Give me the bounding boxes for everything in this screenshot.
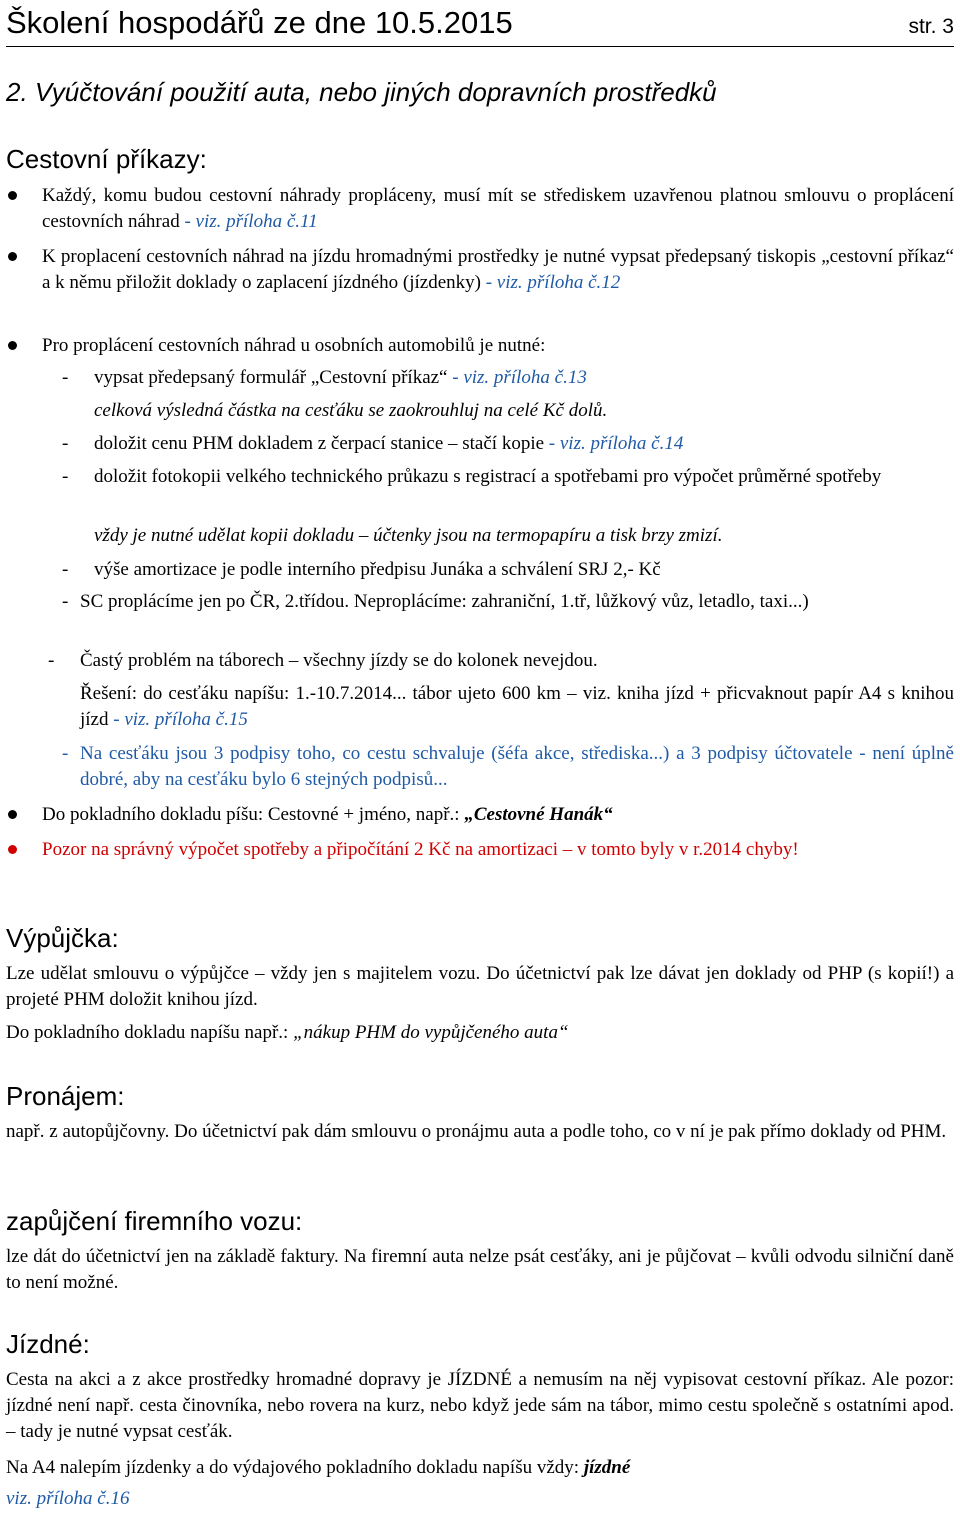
paragraph-text: např. z autopůjčovny. Do účetnictví pak dám smlouvu o pronájmu auta a podle toho, co v ní je pak přímo doklady od PHM.: [6, 1121, 947, 1142]
paragraph-text: výše amortizace je podle interního předpisu Junáka a schválení SRJ 2,- Kč: [94, 559, 661, 580]
paragraph-text: Cesta na akci a z akce prostředky hromadné dopravy je JÍZDNÉ a nemusím na něj vypisovat cestovní příkaz. Ale pozor: jízdné není např. cesta činovníka, nebo rovera na kurz, nebo když jede sám na tábor, mimo cestu společně s ostatními apod. – tady je nutné vypsat cesťák.: [6, 1369, 954, 1442]
paragraph-text: doložit fotokopii velkého technického průkazu s registrací a spotřebami pro výpočet průměrné spotřeby: [94, 466, 882, 487]
bullet-icon: [8, 191, 17, 200]
section-heading-cestovni: Cestovní příkazy:: [6, 144, 207, 174]
section-heading-vypujcka: Výpůjčka:: [6, 923, 119, 953]
paragraph-text: Každý, komu budou cestovní náhrady propláceny, musí mít se střediskem uzavřenou platnou smlouvu o proplácení cestovních náhrad: [42, 185, 954, 232]
paragraph-text: SC proplácíme jen po ČR, 2.třídou. Neproplácíme: zahraniční, 1.tř, lůžkový vůz, letadlo, taxi...): [80, 591, 809, 612]
dash-marker: -: [62, 559, 69, 580]
note-text: vždy je nutné udělat kopii dokladu – účtenky jsou na termopapíru a tisk brzy zmizí.: [94, 525, 723, 546]
main-heading: 2. Vyúčtování použití auta, nebo jiných dopravních prostředků: [6, 77, 717, 107]
attachment-reference: - viz. příloha č.15: [108, 709, 248, 730]
section-heading-jizdne: Jízdné:: [6, 1329, 90, 1359]
attachment-reference: - viz. příloha č.13: [447, 367, 587, 388]
list-item: [94, 431, 954, 457]
emphasis-text: jízdné: [583, 1457, 631, 1478]
dash-marker: -: [62, 433, 69, 454]
bullet-icon: [8, 810, 17, 819]
dash-marker: -: [62, 466, 69, 487]
paragraph-text: Pro proplácení cestovních náhrad u osobních automobilů je nutné:: [42, 335, 546, 356]
paragraph-text: vypsat předepsaný formulář „Cestovní příkaz“: [94, 367, 448, 388]
list-item: [42, 244, 954, 296]
page-header: [6, 4, 954, 47]
attachment-reference: viz. příloha č.16: [6, 1488, 130, 1509]
paragraph-text: Na A4 nalepím jízdenky a do výdajového pokladního dokladu napíšu vždy:: [6, 1457, 584, 1478]
note-text: celková výsledná částka na cesťáku se zaokrouhluj na celé Kč dolů.: [94, 400, 608, 421]
list-item: [42, 802, 954, 828]
list-item: [80, 681, 954, 733]
attachment-reference: - viz. příloha č.12: [480, 272, 621, 293]
paragraph-text: Do pokladního dokladu napíšu např.:: [6, 1022, 294, 1043]
paragraph-text: Na cesťáku jsou 3 podpisy toho, co cestu schvaluje (šéfa akce, střediska...) a 3 podpisy účtovatele - není úplně dobré, aby na cesťáku bylo 6 stejných podpisů...: [80, 743, 954, 790]
paragraph-text: doložit cenu PHM dokladem z čerpací stanice – stačí kopie: [94, 433, 545, 454]
bullet-icon: [8, 341, 17, 350]
paragraph-text: Lze udělat smlouvu o výpůjčce – vždy jen s majitelem vozu. Do účetnictví pak lze dávat jen doklady od PHP (s kopií!) a projeté PHM doložit knihou jízd.: [6, 963, 954, 1010]
dash-marker: -: [62, 743, 69, 764]
bullet-icon: [8, 252, 17, 261]
paragraph-text: K proplacení cestovních náhrad na jízdu hromadnými prostředky je nutné vypsat předepsaný tiskopis „cestovní příkaz“ a k němu přiložit doklady o zaplacení jízdného (jízdenky): [42, 246, 954, 293]
section-heading-pronajem: Pronájem:: [6, 1081, 125, 1111]
document-title: Školení hospodářů ze dne 10.5.2015: [6, 5, 513, 40]
list-item: [6, 1455, 954, 1481]
section-heading-zapujceni: zapůjčení firemního vozu:: [6, 1206, 303, 1236]
paragraph-text: Častý problém na táborech – všechny jízdy se do kolonek nevejdou.: [80, 650, 598, 671]
paragraph-text: Do pokladního dokladu píšu: Cestovné + jméno, např.:: [42, 804, 465, 825]
attachment-reference: - viz. příloha č.14: [544, 433, 684, 454]
warning-text: Pozor na správný výpočet spotřeby a připočítání 2 Kč na amortizaci – v tomto byly v r.2014 chyby!: [42, 839, 799, 860]
dash-marker: -: [62, 591, 69, 612]
example-text: „nákup PHM do vypůjčeného auta“: [293, 1022, 569, 1043]
solution-text: Řešení: do cesťáku napíšu: 1.-10.7.2014... tábor ujeto 600 km – viz. kniha jízd + přicvaknout papír A4 s knihou jízd: [80, 683, 954, 730]
warning-bullet-icon: [8, 845, 17, 854]
attachment-reference: - viz. příloha č.11: [179, 211, 318, 232]
dash-marker: -: [62, 367, 69, 388]
list-item: [6, 1020, 954, 1046]
list-item: [42, 183, 954, 235]
paragraph-text: lze dát do účetnictví jen na základě faktury. Na firemní auta nelze psát cesťáky, ani je půjčovat – kvůli odvodu silniční daně to není možné.: [6, 1246, 954, 1293]
example-text: „Cestovné Hanák“: [464, 804, 613, 825]
dash-marker: -: [48, 650, 55, 671]
page-number: str. 3: [908, 15, 954, 38]
list-item: [94, 365, 954, 391]
